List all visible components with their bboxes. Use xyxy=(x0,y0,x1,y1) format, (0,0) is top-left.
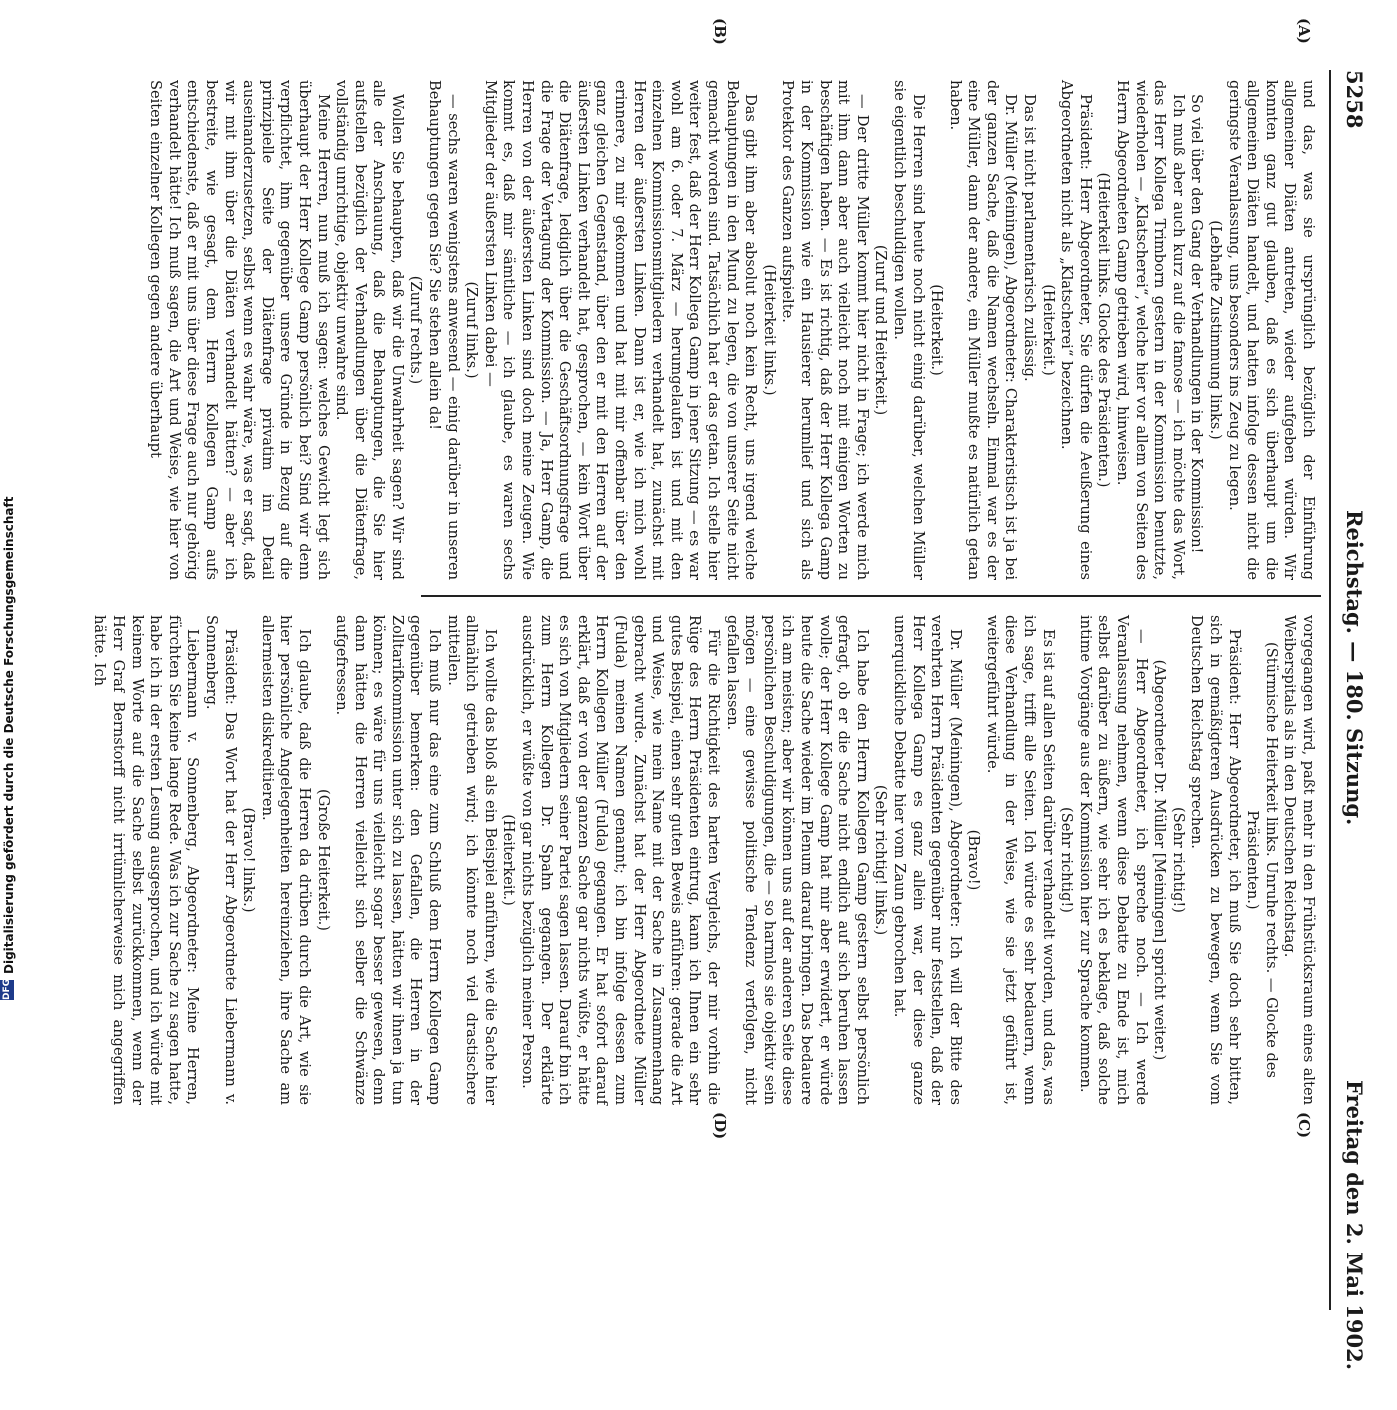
right-column xyxy=(90,615,1317,1105)
paragraph: Ich habe den Herrn Kollegen Gamp gestern selbst persönlich gefragt, ob er die Sache nicht endlich auf sich beruhen lassen wolle; der Herr Kollege Gamp hat mir aber erwidert, er würde heute die Sache wieder im Plenum darauf bringen. Das bedauere ich am meisten; aber wir können uns auf der anderen Seite diese persönlichen Beschuldigungen, die — so harmlos sie objektiv sein mögen — eine gewisse politische Tendenz verfolgen, nicht gefallen lassen. xyxy=(723,615,871,1105)
paragraph: Liebermann v. Sonnenberg, Abgeordneter: Meine Herren, fürchten Sie keine lange Rede. Was ich zur Sache zu sagen hatte, habe ich in der ersten Lesung ausgesprochen, und ich würde mit keinem Worte auf die Sache selbst zurückkommen, wenn der Herr Graf Bernstorff nicht irrtümlicherweise mich angegriffen hätte. Ich xyxy=(91,615,202,1105)
session-title: Reichstag. — 180. Sitzung. xyxy=(1342,510,1367,826)
digitization-credit xyxy=(0,0,20,1000)
paragraph: So viel über den Gang der Verhandlungen in der Kommission! xyxy=(1188,94,1206,554)
interjection: (Zuruf und Heiterkeit.) xyxy=(872,244,890,416)
interjection: (Zuruf links.) xyxy=(463,281,481,379)
digitization-note: Digitalisierung gefördert durch die Deutsche Forschungsgemeinschaft xyxy=(2,496,16,974)
dfg-logo: DFG xyxy=(2,978,12,1000)
paragraph: und das, was sie ursprünglich bezüglich der Einführung allgemeiner Diäten antreten, wieder aufgeben würden. Wir konnten ganz gut glauben, daß es sich überhaupt um die allgemeinen Diäten handelt, und hatten infolge dessen nicht die geringste Veranlassung, uns besonders ins Zeug zu legen. xyxy=(1225,80,1317,580)
paragraph: Dr. Müller (Meiningen), Abgeordneter: Charakteristisch ist ja bei der ganzen Sache, daß die Namen wechseln. Einmal war es der eine Müller, dann der andere, ein Müller mußte es natürlich getan haben. xyxy=(946,80,1020,580)
paragraph: — sechs waren wenigstens anwesend — einig darüber in unseren Behauptungen gegen Sie? Sie stehen allein da! xyxy=(426,80,462,580)
header-rule xyxy=(1329,70,1331,1310)
interjection: (Sehr richtig!) xyxy=(1058,807,1076,913)
interjection: (Große Heiterkeit.) xyxy=(314,789,332,931)
interjection: (Heiterkeit.) xyxy=(1039,284,1057,376)
margin-marker-a: (A) xyxy=(1295,18,1313,44)
session-date: Freitag den 2. Mai 1902. xyxy=(1342,1080,1367,1371)
interjection: (Heiterkeit.) xyxy=(928,284,946,376)
margin-marker-c: (C) xyxy=(1295,1112,1313,1139)
interjection: (Lebhafte Zustimmung links.) xyxy=(1207,220,1225,440)
paragraph: Für die Richtigkeit des harten Vergleichs, der mir vorhin die Rüge des Herrn Präsidenten eintrug, kann ich Ihnen ein sehr gutes Beispiel, einen sehr guten Beweis anführen: gerade die Art und Weise, wie mein Name mit der Sache in Zusammenhang gebracht wurde. Zunächst hat der Herr Abgeordnete Müller (Fulda) meinen Namen genannt; ich bin infolge dessen zum Herrn Kollegen Müller (Fulda) gegangen. Er hat sofort darauf erklärt, daß er von der ganzen Sache gar nichts wüßte, er hätte es sich von Mitgliedern seiner Partei sagen lassen. Darauf bin ich zum Herrn Kollegen Dr. Spahn gegangen. Der erklärte ausdrücklich, er wüßte von gar nichts bezüglich meiner Person. xyxy=(519,615,722,1105)
interjection: (Heiterkeit links.) xyxy=(760,264,778,396)
paragraph: Dr. Müller (Meiningen), Abgeordneter: Ich will der Bitte des verehrten Herrn Präsidenten gegenüber nur feststellen, daß der Herr Kollega Gamp es ganz allein war, der diese ganze unerquickliche Debatte hier vom Zaun gebrochen hat. xyxy=(890,615,964,1105)
paragraph: Präsident: Herr Abgeordneter, ich muß Sie doch sehr bitten, sich in gemäßigteren Ausdrücken zu bewegen, wenn Sie vom Deutschen Reichstag sprechen. xyxy=(1188,615,1243,1105)
paragraph: Das gibt ihm aber absolut noch kein Recht, uns irgend welche Behauptungen in den Mund zu legen, die von unserer Seite nicht gemacht worden sind. Tatsächlich hat er das getan. Ich stelle hier weiter fest, daß der Herr Kollega Gamp in jener Sitzung — es war wohl am 6. oder 7. März — herumgelaufen ist und mit den einzelnen Kommissionsmitgliedern verhandelt hat, zunächst mit Herren der äußersten Linken. Dann ist er, wie ich mich wohl erinnere, zu mir gekommen und hat mit mir offenbar über den ganz gleichen Gegenstand, über den er mit den Herren auf der äußersten Linken verhandelt hat, gesprochen, — kein Wort über die Diätenfrage, lediglich über die Geschäftsordnungsfrage und die Frage der Vertagung der Kommission. — Ja, Herr Gamp, die Herren von der äußersten Linken sind doch meine Zeugen. Wie kommt es, daß mir sämtliche — ich glaube, es waren sechs Mitglieder der äußersten Linken dabei — xyxy=(481,80,760,580)
column-divider xyxy=(421,595,1321,597)
paragraph: Das ist nicht parlamentarisch zulässig. xyxy=(1021,94,1039,382)
interjection: (Abgeordneter Dr. Müller [Meiningen] spricht weiter.) xyxy=(1151,659,1169,1061)
interjection: (Bravo! links.) xyxy=(240,807,258,913)
interjection: (Sehr richtig! links.) xyxy=(872,784,890,936)
paragraph: Ich muß nur das eine zum Schluß dem Herrn Kollegen Gamp gegenüber bemerken: den Gefallen, die Herren in der Zolltarifkommission unter sich zu lassen, hätten wir ihnen ja tun können; es wäre für uns vielleicht sogar besser gewesen, denn dann hätten die Herren vielleicht sich selber die Schwänze aufgefressen. xyxy=(333,615,444,1105)
margin-marker-d: (D) xyxy=(711,1112,729,1140)
paragraph: Ich wollte das bloß als ein Beispiel anführen, wie die Sache hier allmählich getrieben wird; ich könnte noch viel drastischere mitteilen. xyxy=(444,615,499,1105)
page-number: 5258 xyxy=(1342,70,1367,129)
interjection: (Stürmische Heiterkeit links. Unruhe rechts. — Glocke des Präsidenten.) xyxy=(1244,642,1280,1078)
paragraph: Wollen Sie behaupten, daß wir die Unwahrheit sagen? Wir sind alle der Anschauung, daß die Behauptungen, die Sie hier aufstellen bezüglich der Verhandlungen über die Diätenfrage, vollständig unrichtige, objektiv unwahre sind. xyxy=(333,80,406,580)
interjection: (Sehr richtig!) xyxy=(1169,807,1187,913)
paragraph: vorgegangen wird, paßt mehr in den Frühstücksraum eines alten Weiberspitals als in den Deutschen Reichstag. xyxy=(1281,615,1317,1105)
interjection: (Bravo!) xyxy=(965,829,983,891)
paragraph: Es ist auf allen Seiten darüber verhandelt worden, und das, was ich sage, trifft alle Seiten. Ich würde es sehr bedauern, wenn diese Verhandlung in der Weise, wie sie jetzt geführt ist, weitergeführt würde. xyxy=(983,615,1057,1105)
interjection: (Heiterkeit.) xyxy=(500,814,518,906)
paragraph: Meine Herren, nun muß ich sagen: welches Gewicht legt sich überhaupt der Herr Kollege Gamp persönlich bei? Sind wir denn verpflichtet, ihm gegenüber unsere Gründe in Bezug auf die prinzipielle Seite der Diätenfrage privatim im Detail auseinanderzusetzen, selbst wenn es wahr wäre, was er sagt, daß wir mit ihm über die Diäten verhandelt hätten? — aber ich bestreite, wie gesagt, dem Herrn Kollegen Gamp aufs entschiedenste, daß er mit uns über diese Frage auch nur gehörig verhandelt hätte! Ich muß sagen, die Art und Weise, wie hier von Seiten einzelner Kollegen gegen andere überhaupt xyxy=(147,80,332,580)
interjection: (Zuruf rechts.) xyxy=(407,275,425,385)
page-header xyxy=(1339,70,1367,1410)
margin-marker-b: (B) xyxy=(711,18,729,45)
paragraph: — Der dritte Müller kommt hier nicht in Frage; ich werde mich mit ihm dann aber auch vielleicht noch mit einigen Worten zu beschäftigen haben. — Es ist richtig, daß der Herr Kollega Gamp in der Kommission wie ein Hausierer herumlief und sich als Protektor des Ganzen aufspielte. xyxy=(779,80,871,580)
left-column xyxy=(146,80,1317,580)
paragraph: — Herr Abgeordneter, ich spreche noch. — Ich werde Veranlassung nehmen, wenn diese Debatte zu Ende ist, mich selbst darüber zu äußern, wie sehr ich es beklage, daß solche intime Vorgänge aus der Kommission hier zur Sprache kommen. xyxy=(1076,615,1150,1105)
paragraph: Präsident: Das Wort hat der Herr Abgeordnete Liebermann v. Sonnenberg. xyxy=(202,615,239,1105)
paragraph: Präsident: Herr Abgeordneter, Sie dürfen die Aeußerung eines Abgeordneten nicht als „Klatscherei“ bezeichnen. xyxy=(1058,80,1094,580)
paragraph: Die Herren sind heute noch nicht einig darüber, welchen Müller sie eigentlich beschuldigen wollen. xyxy=(890,80,927,580)
paragraph: Ich glaube, daß die Herren da drüben durch die Art, wie sie hier persönliche Angelegenheiten hereinziehen, ihre Sache am allermeisten diskreditieren. xyxy=(258,615,313,1105)
paragraph: Ich muß aber auch kurz auf die famose — ich möchte das Wort, das Herr Kollega Trimborn gestern in der Kommission benutzte, wiederholen — „Klatscherei“, welche hier vor allem von Seiten des Herrn Abgeordneten Gamp getrieben wird, hinweisen. xyxy=(1114,80,1187,580)
interjection: (Heiterkeit links. Glocke des Präsidenten.) xyxy=(1095,172,1113,488)
